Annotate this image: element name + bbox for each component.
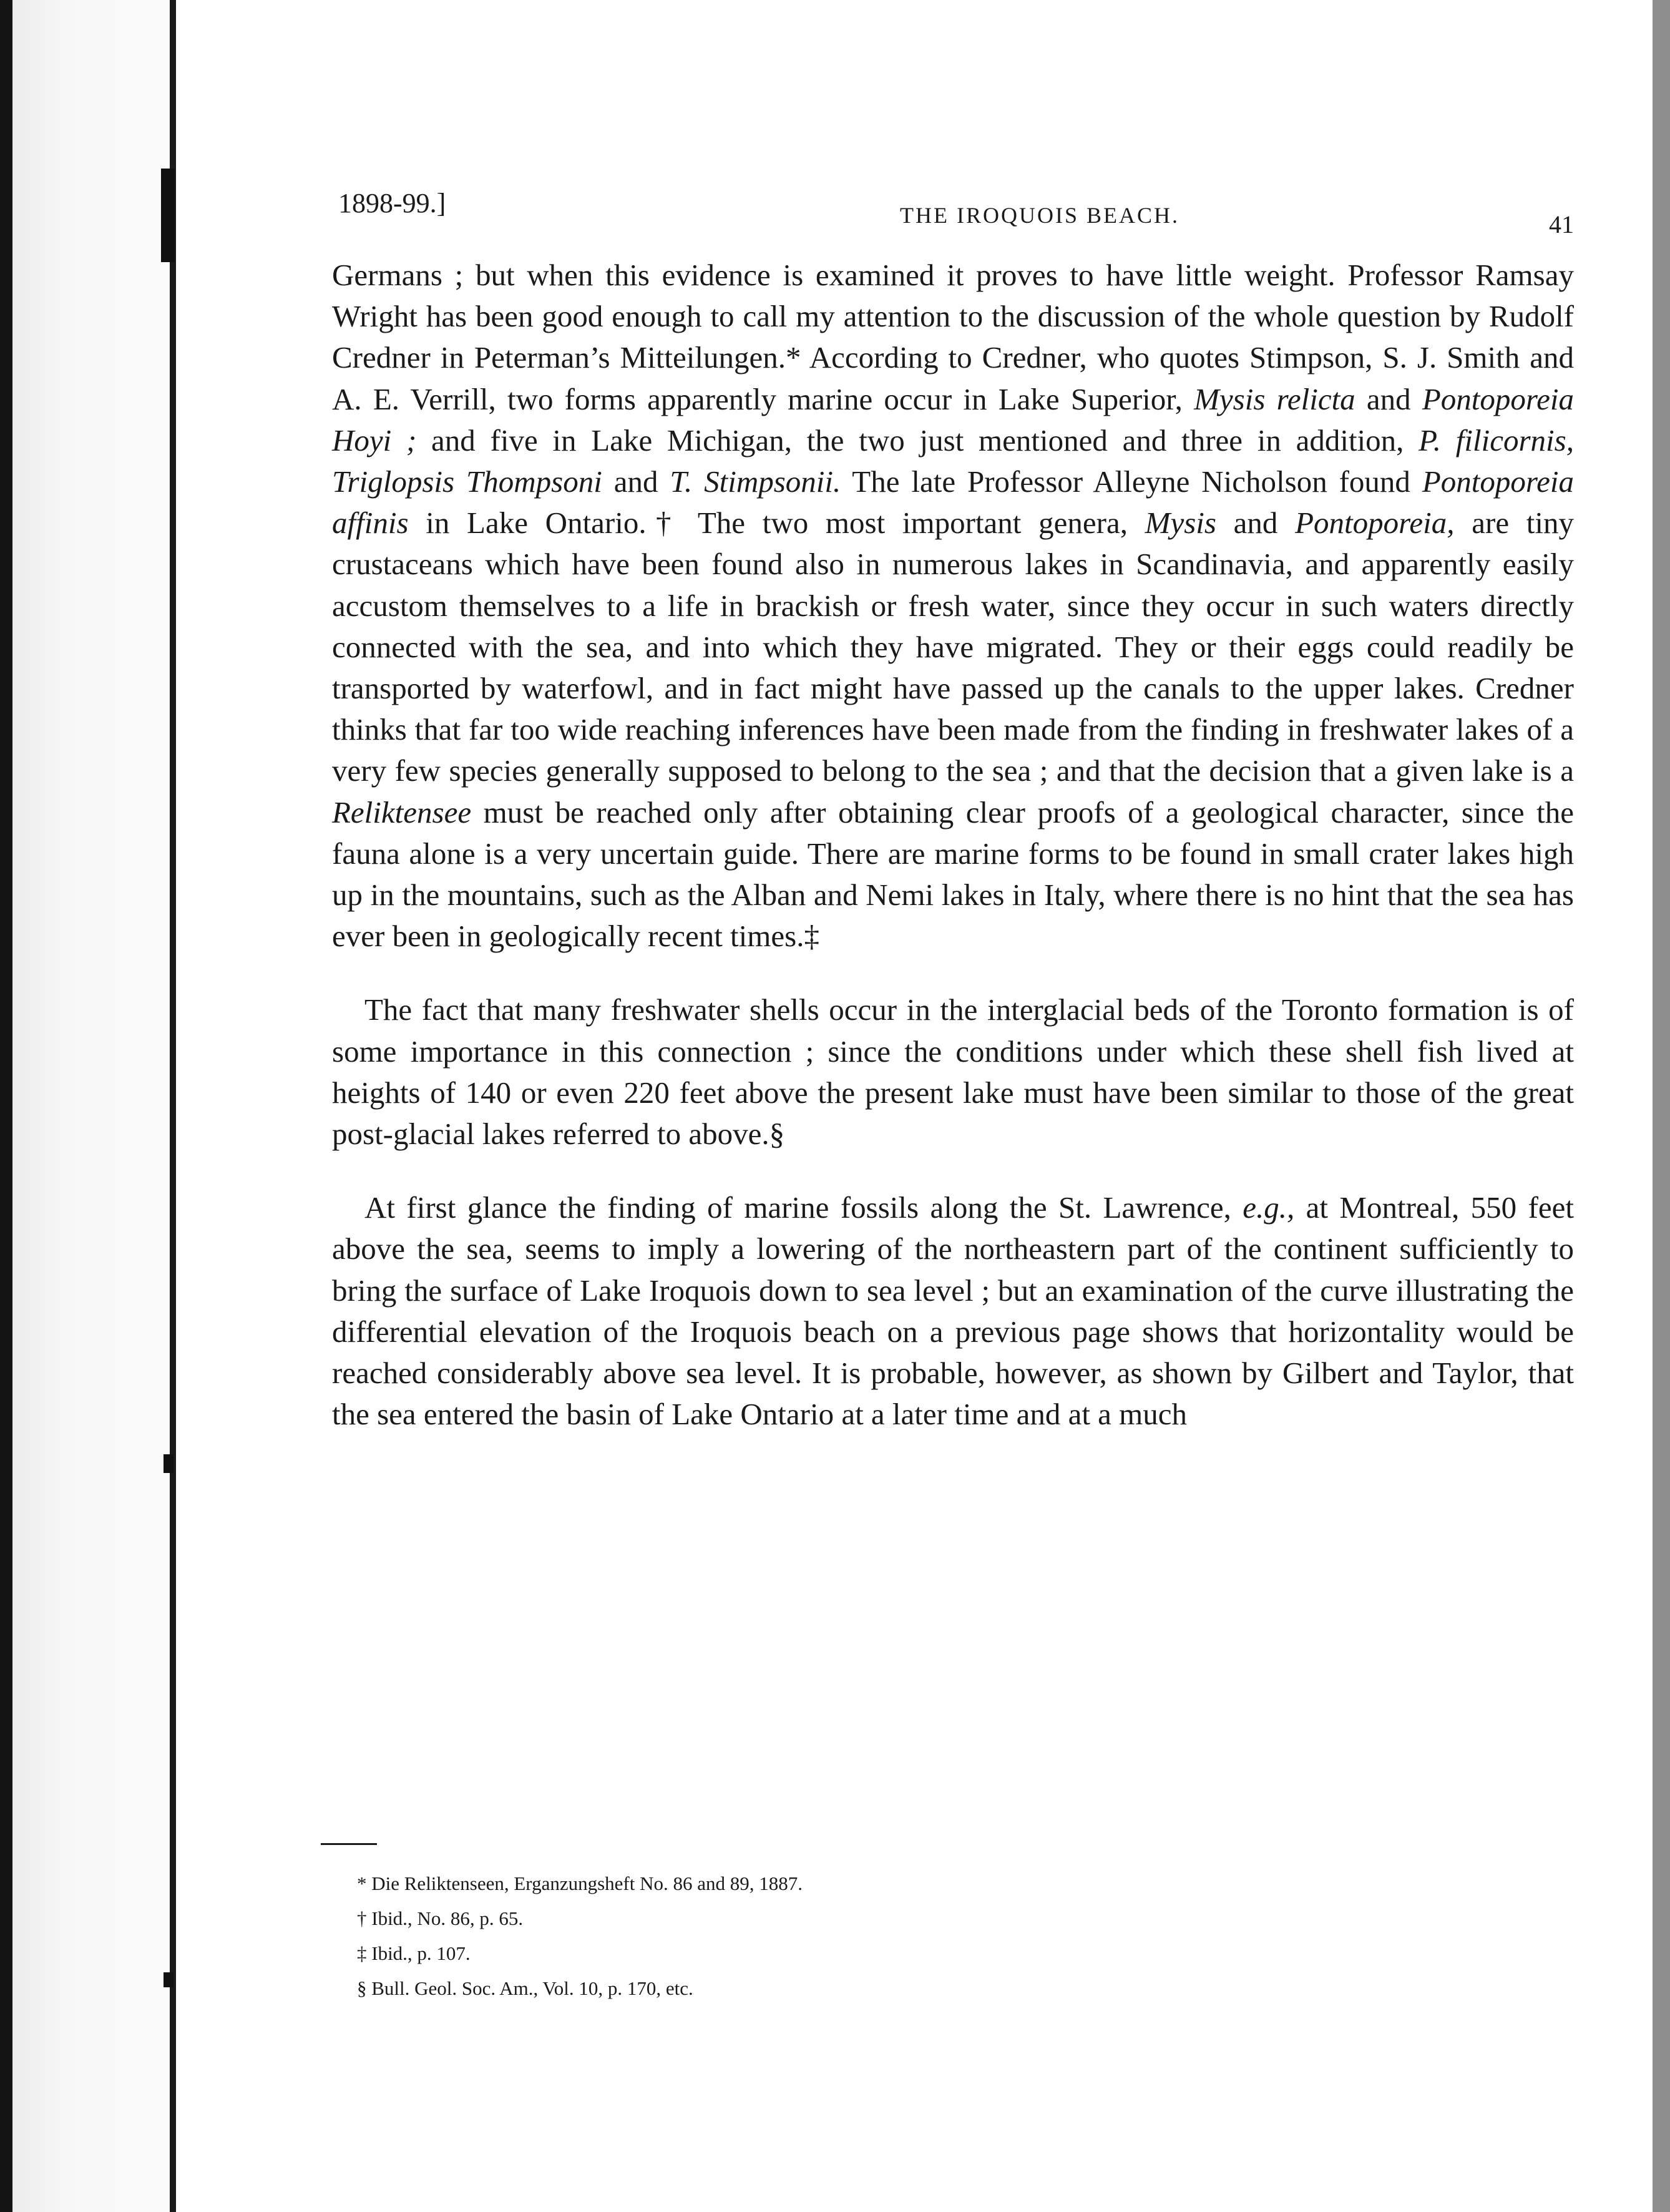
footnote: ‡ Ibid., p. 107. bbox=[357, 1942, 471, 1964]
running-title: THE IROQUOIS BEACH. bbox=[900, 203, 1179, 228]
scan-border-left bbox=[0, 0, 12, 2212]
text-run: The fact that many freshwater shells occur in the interglacial beds of the Toronto formation is of some importance in this connection ; since the conditions under which these shell fish lived at heights of 140 or even 220 feet above the present lake must have been similar to those of the great post-glacial lakes referred to above.§ bbox=[332, 992, 1574, 1152]
italic-text: Pontoporeia, bbox=[1295, 506, 1455, 541]
binding-shadow bbox=[12, 0, 172, 2212]
footnote: † Ibid., No. 86, p. 65. bbox=[357, 1907, 524, 1929]
text-run: are tiny crustaceans which have been found also in numerous lakes in Scandinavia, and apparently easily accustom themselves to a life in brackish or fresh water, since they occur in such waters directly connected with the sea, and into which they have migrated. They or their eggs could readily be transported by waterfowl, and in fact might have passed up the canals to the upper lakes. Credner thinks that far too wide reaching inferences have been made from the finding in freshwater lakes of a very few species generally supposed to belong to the sea ; and that the decision that a given lake is a bbox=[332, 506, 1574, 788]
italic-text: Pontoporeia Hoyi ; bbox=[332, 381, 1575, 458]
footnote: * Die Reliktenseen, Erganzungsheft No. 86 and 89, 1887. bbox=[357, 1872, 803, 1894]
paragraph bbox=[332, 989, 1574, 1155]
text-run: in Lake Ontario.† The two most important genera, bbox=[408, 506, 1145, 541]
italic-text: T. Stimpsonii. bbox=[670, 464, 841, 499]
text-run: and bbox=[1355, 381, 1422, 416]
italic-text: P. filicornis, Triglopsis Thompsoni bbox=[332, 423, 1574, 499]
running-header bbox=[338, 187, 1574, 237]
volume-label: 1898-99.] bbox=[338, 188, 446, 218]
text-run: The late Professor Alleyne Nicholson found bbox=[841, 464, 1422, 499]
binding-mark bbox=[164, 1972, 173, 1987]
text-run: and bbox=[602, 464, 670, 499]
text-run: Germans ; but when this evidence is examined it proves to have little weight. Professor Ramsay Wright has been good enough to call my attention to the discussion of the whole question by Rudolf Credner in Peterman’s Mitteilungen.* According to Credner, who quotes Stimpson, S. J. Smith and A. E. Verrill, two forms apparently marine occur in Lake Superior, bbox=[332, 258, 1574, 416]
italic-text: Pontoporeia affinis bbox=[332, 464, 1574, 541]
text-run: At first glance the finding of marine fossils along the St. Lawrence, bbox=[364, 1190, 1243, 1225]
text-run: and five in Lake Michigan, the two just mentioned and three in addition, bbox=[416, 423, 1419, 458]
italic-text: Reliktensee bbox=[332, 795, 472, 830]
text-run: must be reached only after obtaining clear proofs of a geological character, since the fauna alone is a very uncertain guide. There are marine forms to be found in small crater lakes high up in the mountains, such as the Alban and Nemi lakes in Italy, where there is no hint that the sea has ever been in geologically recent times.‡ bbox=[332, 795, 1574, 954]
footnote-rule bbox=[321, 1843, 377, 1845]
page-number: 41 bbox=[1549, 210, 1574, 238]
paragraph bbox=[332, 1187, 1574, 1435]
scan-border-right bbox=[1653, 0, 1670, 2212]
italic-text: e.g., bbox=[1243, 1190, 1295, 1225]
text-run: and bbox=[1216, 506, 1296, 541]
italic-text: Mysis bbox=[1145, 506, 1216, 541]
italic-text: Mysis relicta bbox=[1194, 381, 1355, 416]
binding-mark bbox=[164, 1454, 173, 1473]
book-page bbox=[176, 0, 1653, 2212]
binding-mark bbox=[161, 169, 175, 262]
footnotes bbox=[357, 1866, 1293, 2006]
text-run: at Montreal, 550 feet above the sea, seems to imply a lowering of the northeastern part of the continent sufficiently to bring the surface of Lake Iroquois down to sea level ; but an examination of the curve illustrating the differential elevation of the Iroquois beach on a previous page shows that horizontality would be reached considerably above sea level. It is probable, however, as shown by Gilbert and Taylor, that the sea entered the basin of Lake Ontario at a later time and at a much bbox=[332, 1190, 1574, 1432]
body-text bbox=[332, 255, 1574, 1435]
paragraph bbox=[332, 255, 1574, 957]
binding-edge bbox=[170, 0, 176, 2212]
footnote: § Bull. Geol. Soc. Am., Vol. 10, p. 170, etc. bbox=[357, 1977, 693, 1999]
